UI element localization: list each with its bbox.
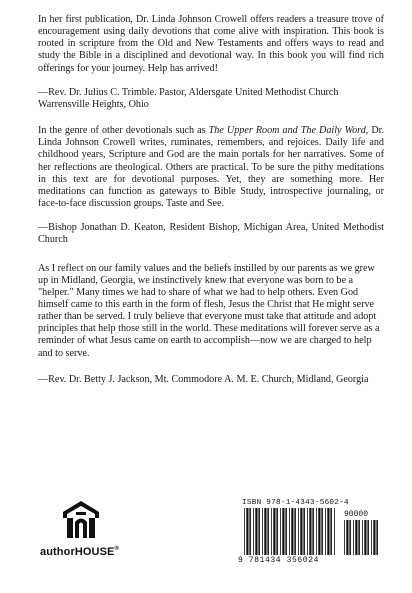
publisher-name-part1: author bbox=[40, 546, 75, 558]
isbn-number: ISBN 978-1-4343-5602-4 bbox=[242, 499, 349, 507]
endorsement-2-attribution: —Bishop Jonathan D. Keaton, Resident Bishop, Michigan Area, United Methodist Church bbox=[38, 222, 384, 246]
endorsement-2-text-rest: , Dr. Linda Johnson Crowell writes, ruminates, remembers, and rejoices. Daily life and childhood years, Scripture and God are the main portals for her narratives. Some of her reflections are theological. Others are practical. To be sure the pithy meditations in this text are for devotional purposes. Yet, they are something more. Her meditations can function as gateways to Bible Study, introspective journaling, or face-to-face discussion groups. Taste and See. bbox=[38, 125, 385, 210]
isbn-barcode bbox=[238, 497, 384, 567]
endorsement-1-text: In her first publication, Dr. Linda Johnson Crowell offers readers a treasure trove of encouragement using daily devotions that come alive with inspiration. This book is rooted in scripture from the Old and New Testaments and offers ways to read and study the Bible in a disciplined and devotional way. In this book you will find rich offerings for your journey. Help has arrived! bbox=[38, 14, 384, 74]
endorsement-2-text bbox=[38, 125, 384, 210]
endorsement-1-attribution: —Rev. Dr. Julius C. Trimble. Pastor, Aldersgate United Methodist Church Warrensville Heights, Ohio bbox=[38, 86, 339, 110]
registered-mark: ® bbox=[114, 546, 119, 552]
endorsements bbox=[38, 14, 384, 386]
price-code: 90000 bbox=[344, 510, 369, 519]
devotional-titles: The Upper Room and The Daily Word bbox=[208, 125, 366, 137]
publisher-logo bbox=[40, 500, 150, 570]
endorsement-3-attribution: —Rev. Dr. Betty J. Jackson, Mt. Commodore A. M. E. Church, Midland, Georgia bbox=[38, 373, 369, 385]
publisher-name-part2: HOUSE bbox=[74, 546, 115, 558]
authorhouse-logo-icon bbox=[62, 500, 100, 540]
publisher-name bbox=[40, 546, 119, 558]
endorsement-2-text-start: In the genre of other devotionals such as bbox=[38, 125, 209, 137]
endorsement-3-text: As I reflect on our family values and the beliefs instilled by our parents as we grew up in Midland, Georgia, we instinctively knew that everyone was born to be a "helper." Many times we had to share of what we had to help others. Even God himself came to this earth in the form of flesh, Jesus the Christ that He might serve rather than be served. I truly believe that everyone must take that attitude and adopt principles that help those still in the world. These meditations will forever serve as a reminder of what Jesus came on earth to accomplish—now we are charged to help and to serve. bbox=[38, 262, 380, 359]
ean-digits: 9 781434 356024 bbox=[238, 556, 320, 565]
